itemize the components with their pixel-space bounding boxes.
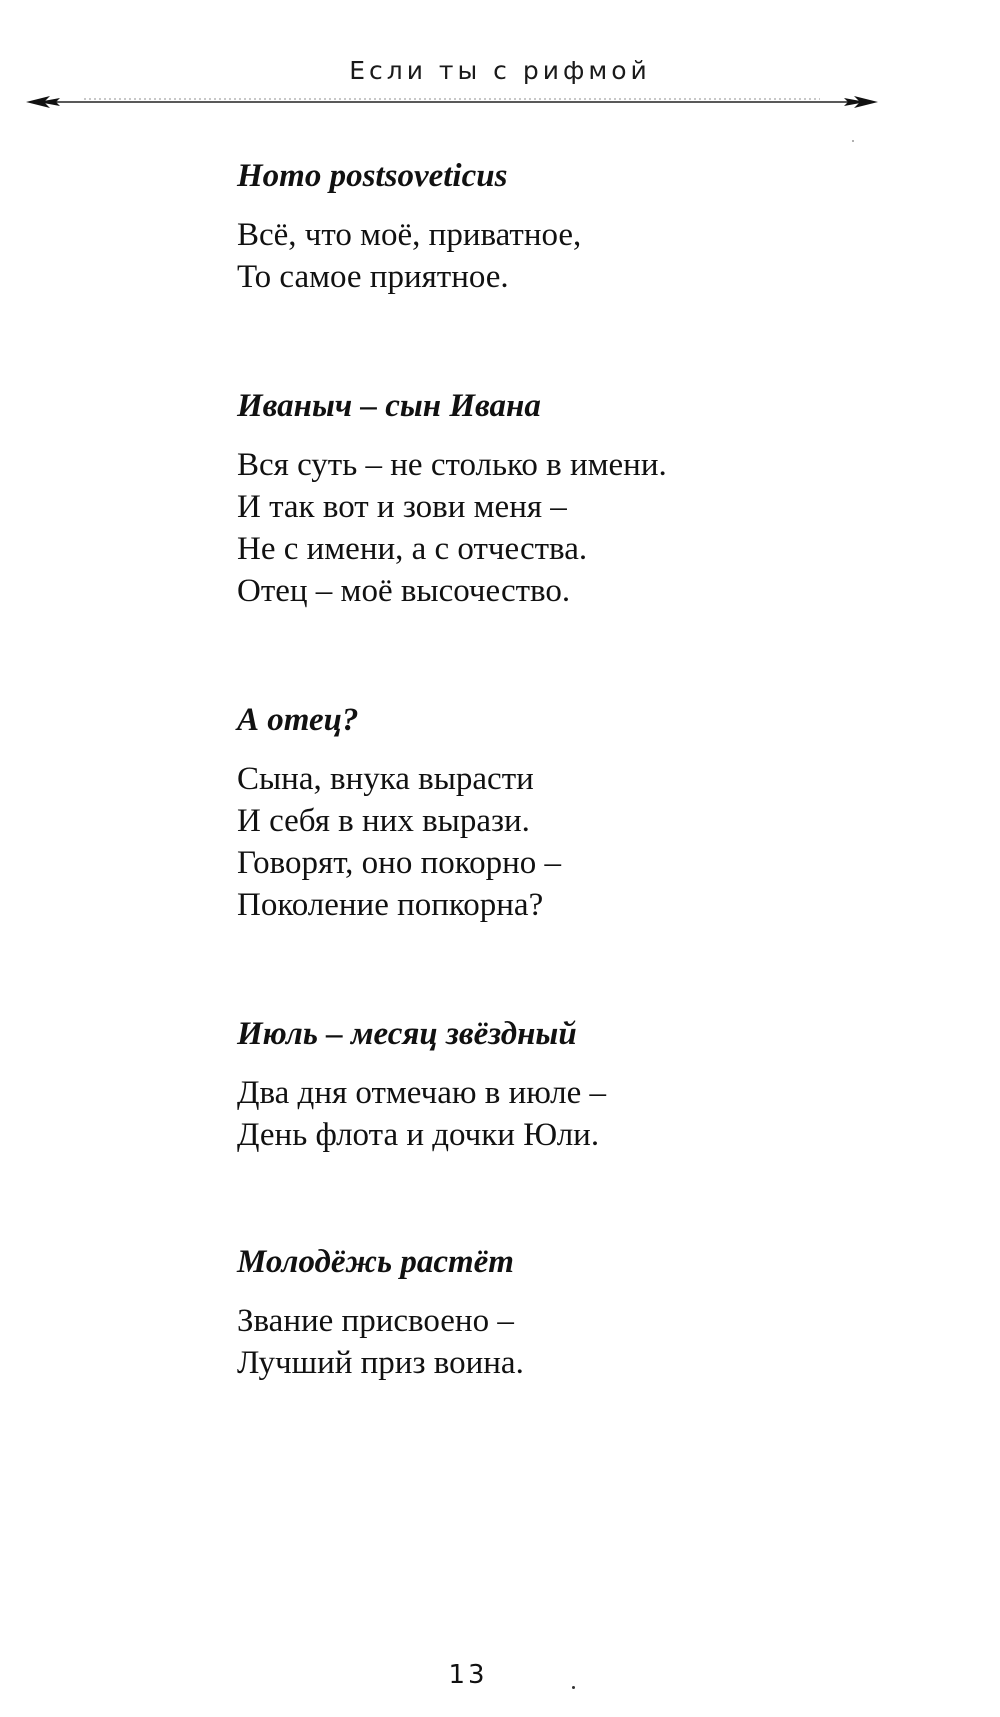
poem-line: И себя в них вырази.: [237, 803, 530, 839]
double-arrow-rule-icon: [24, 88, 880, 116]
print-speck: [852, 140, 854, 142]
poem-line: Отец – моё высочество.: [237, 573, 571, 609]
running-head: Если ты с рифмой: [349, 56, 651, 85]
poem-line: Не с имени, а с отчества.: [237, 531, 588, 567]
page-number: 13: [448, 1660, 488, 1690]
poem-title: Молодёжь растёт: [237, 1244, 514, 1280]
poem-line: День флота и дочки Юли.: [237, 1117, 600, 1153]
poem-line: Сына, внука вырасти: [237, 761, 534, 797]
poem-line: Звание присвоено –: [237, 1303, 514, 1339]
poem-title: Июль – месяц звёздный: [237, 1016, 577, 1052]
poem-line: Вся суть – не столько в имени.: [237, 447, 667, 483]
poem-title: А отец?: [237, 702, 359, 738]
poem-line: Два дня отмечаю в июле –: [237, 1075, 606, 1111]
poem: [237, 386, 857, 612]
print-speck: [572, 1686, 575, 1689]
poem-line: Поколение попкорна?: [237, 887, 544, 923]
poem: [237, 156, 857, 298]
poem-line: И так вот и зови меня –: [237, 489, 567, 525]
poem: [237, 700, 857, 926]
poem-line: То самое приятное.: [237, 259, 509, 295]
poem: [237, 1242, 857, 1384]
poem-title: Homo postsoveticus: [237, 158, 508, 194]
poem-title: Иваныч – сын Ивана: [237, 388, 541, 424]
poem-line: Лучший приз воина.: [237, 1345, 524, 1381]
poem: [237, 1014, 857, 1156]
poem-line: Говорят, оно покорно –: [237, 845, 561, 881]
poem-line: Всё, что моё, приватное,: [237, 217, 582, 253]
